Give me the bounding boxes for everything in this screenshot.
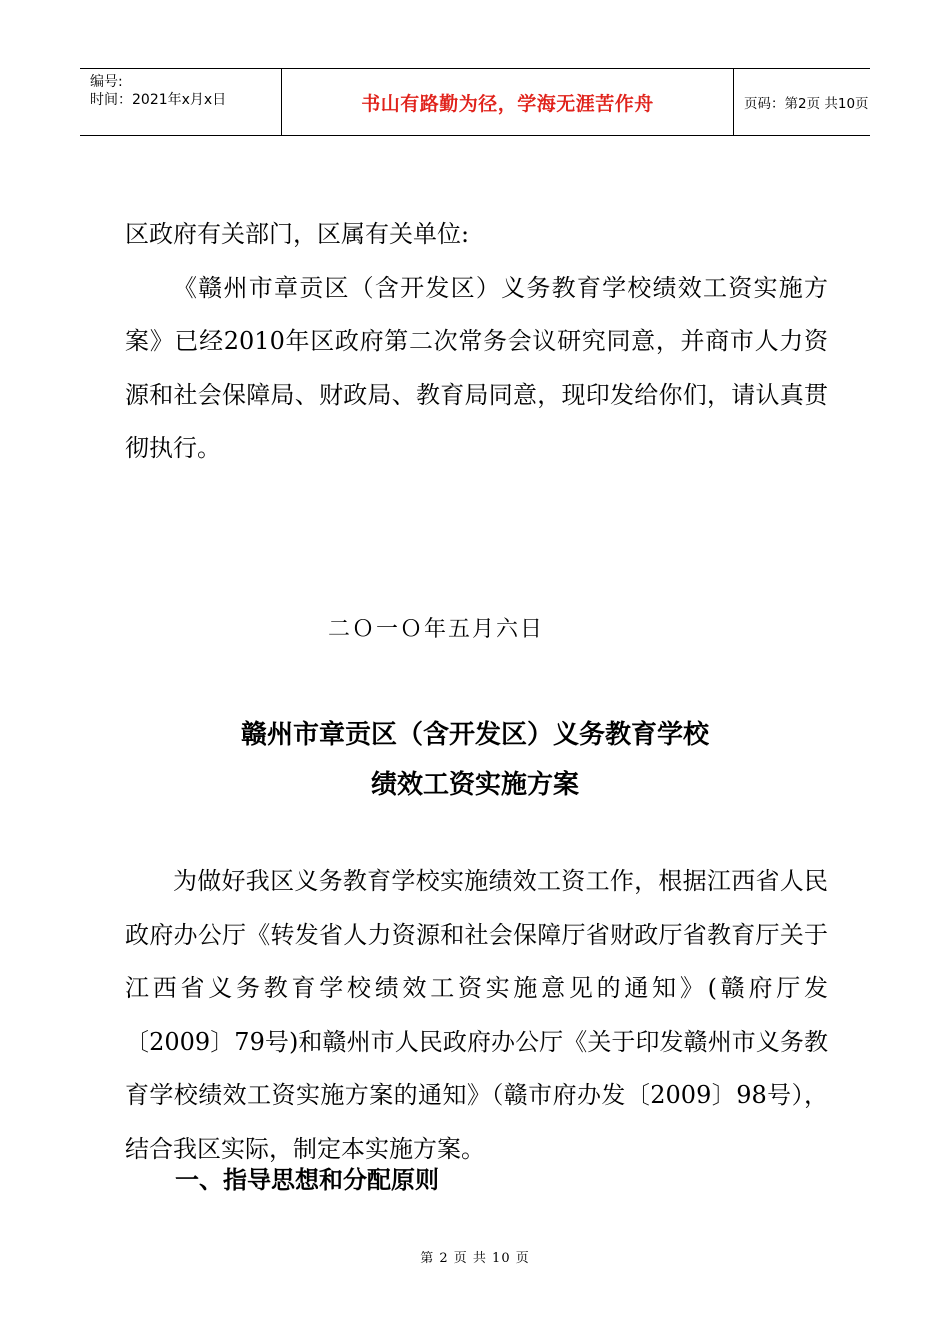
section-heading: 一、指导思想和分配原则 (175, 1166, 439, 1194)
header-motto-cell (282, 69, 734, 135)
document-title-line2: 绩效工资实施方案 (370, 770, 579, 800)
header-meta (80, 69, 282, 135)
document-time-label: 时间：2021年x月x日 (90, 92, 227, 108)
header-page-number: 页码：第2页 共10页 (744, 96, 869, 112)
notice-paragraph: 《赣州市章贡区（含开发区）义务教育学校绩效工资实施方案》已经2010年区政府第二次常务会议研究同意，并商市人力资源和社会保障局、财政局、教育局同意，现印发给你们，请认真贯彻执行。 (125, 273, 828, 462)
page-footer: 第 2 页 共 10 页 (420, 1251, 530, 1266)
page-header (80, 68, 870, 136)
header-motto: 书山有路勤为径，学海无涯苦作舟 (361, 92, 654, 115)
notice-salutation: 区政府有关部门，区属有关单位: (125, 220, 470, 248)
notice-date: 二Ｏ一Ｏ年五月六日 (328, 617, 545, 642)
header-page-cell (734, 69, 870, 135)
intro-paragraph: 为做好我区义务教育学校实施绩效工资工作，根据江西省人民政府办公厅《转发省人力资源和社会保障厅省财政厅省教育厅关于江西省义务教育学校绩效工资实施意见的通知》(赣府厅发〔2009〕79号)和赣州市人民政府办公厅《关于印发赣州市义务教育学校绩效工资实施方案的通知》（赣市府办发〔2009〕98号），结合我区实际，制定本实施方案。 (125, 867, 828, 1163)
document-title-line1: 赣州市章贡区（含开发区）义务教育学校 (240, 720, 709, 750)
document-number-label: 编号: (90, 74, 123, 90)
notice-body (125, 208, 828, 476)
document-intro (125, 855, 828, 1176)
